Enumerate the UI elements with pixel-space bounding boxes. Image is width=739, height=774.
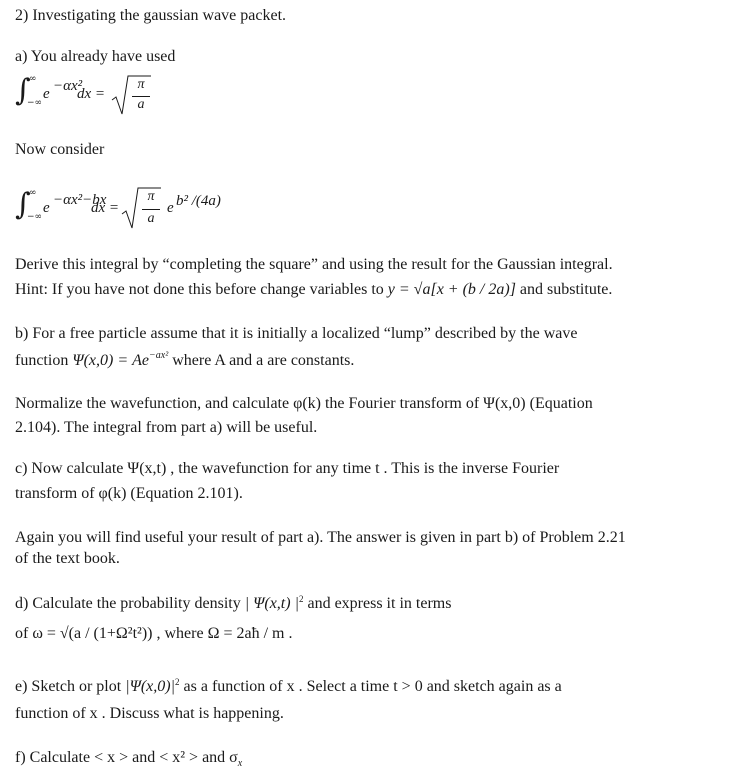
initial-wavefunction: Ψ(x,0) = Ae <box>72 352 150 369</box>
integral-upper-limit: ∞ <box>29 188 37 198</box>
probability-density: | Ψ(x,t) | <box>244 595 299 612</box>
fraction-denominator: a <box>137 97 145 112</box>
rhs-exponential-base: e <box>167 200 174 216</box>
part-d-prefix: d) Calculate the probability density <box>15 595 245 612</box>
integrand-base: e <box>43 86 50 102</box>
part-b-prefix: function <box>15 352 73 369</box>
integral-lower-limit: −∞ <box>27 98 43 108</box>
part-e-prefix: e) Sketch or plot <box>15 678 126 695</box>
probability-density-exponent: 2 <box>298 594 304 604</box>
part-f-text: f) Calculate < x > and < x² > and σ <box>15 749 238 766</box>
fraction-numerator: π <box>147 189 155 204</box>
part-f-line <box>15 748 242 770</box>
integral-upper-limit: ∞ <box>29 74 37 84</box>
fraction-denominator: a <box>147 211 155 226</box>
derive-instruction: Derive this integral by “completing the square” and using the result for the Gaussian integral. <box>15 256 613 273</box>
part-c-line-2: transform of φ(k) (Equation 2.101). <box>15 485 243 502</box>
part-e-suffix: as a function of x . Select a time t > 0 and sketch again as a <box>179 678 562 695</box>
hint-formula: y = √a[x + (b / 2a)] <box>387 281 516 298</box>
problem-title: 2) Investigating the gaussian wave packet. <box>15 7 287 24</box>
sigma-subscript: x <box>237 758 243 769</box>
part-e-line-1 <box>15 677 562 698</box>
integrand-base: e <box>43 200 50 216</box>
integral-lower-limit: −∞ <box>27 212 43 222</box>
gaussian-integral <box>15 72 155 122</box>
part-a-intro: a) You already have used <box>15 48 176 65</box>
part-c-line-1: c) Now calculate Ψ(x,t) , the wavefunction for any time t . This is the inverse Fourier <box>15 460 560 477</box>
fraction-bar <box>142 209 160 210</box>
normalize-line-2: 2.104). The integral from part a) will be useful. <box>15 419 318 436</box>
part-e-line-2: function of x . Discuss what is happening. <box>15 705 284 722</box>
initial-wavefunction-exponent: −ax² <box>149 350 169 361</box>
part-d-suffix: and express it in terms <box>303 595 452 612</box>
shifted-gaussian-integral <box>15 186 235 236</box>
dx-equals: dx = <box>77 86 106 102</box>
part-d-line-2: of ω = √(a / (1+Ω²t²)) , where Ω = 2aħ / m . <box>15 625 293 642</box>
again-line-1: Again you will find useful your result of part a). The answer is given in part b) of Problem 2.21 <box>15 529 626 546</box>
hint-suffix: and substitute. <box>515 281 613 298</box>
integrand-exponent: −αx²−bx <box>53 192 107 208</box>
again-line-2: of the text book. <box>15 550 120 567</box>
part-b-suffix: where A and a are constants. <box>168 352 355 369</box>
initial-density: |Ψ(x,0)| <box>125 678 176 695</box>
now-consider-text: Now consider <box>15 141 105 158</box>
part-d-line-1 <box>15 594 451 615</box>
dx-equals: dx = <box>91 200 120 216</box>
part-b-line-2 <box>15 351 354 373</box>
initial-density-exponent: 2 <box>175 677 180 687</box>
integral-sign: ∫ <box>15 187 31 222</box>
integrand-exponent: −αx² <box>53 78 83 94</box>
fraction-numerator: π <box>137 77 145 92</box>
part-b-line-1: b) For a free particle assume that it is initially a localized “lump” described by the wave <box>15 325 578 342</box>
normalize-line-1: Normalize the wavefunction, and calculate φ(k) the Fourier transform of Ψ(x,0) (Equation <box>15 395 593 412</box>
rhs-exponent: b² /(4a) <box>176 193 221 209</box>
integral-sign: ∫ <box>15 73 31 108</box>
hint-line <box>15 280 612 300</box>
hint-prefix: Hint: If you have not done this before change variables to <box>15 281 388 298</box>
